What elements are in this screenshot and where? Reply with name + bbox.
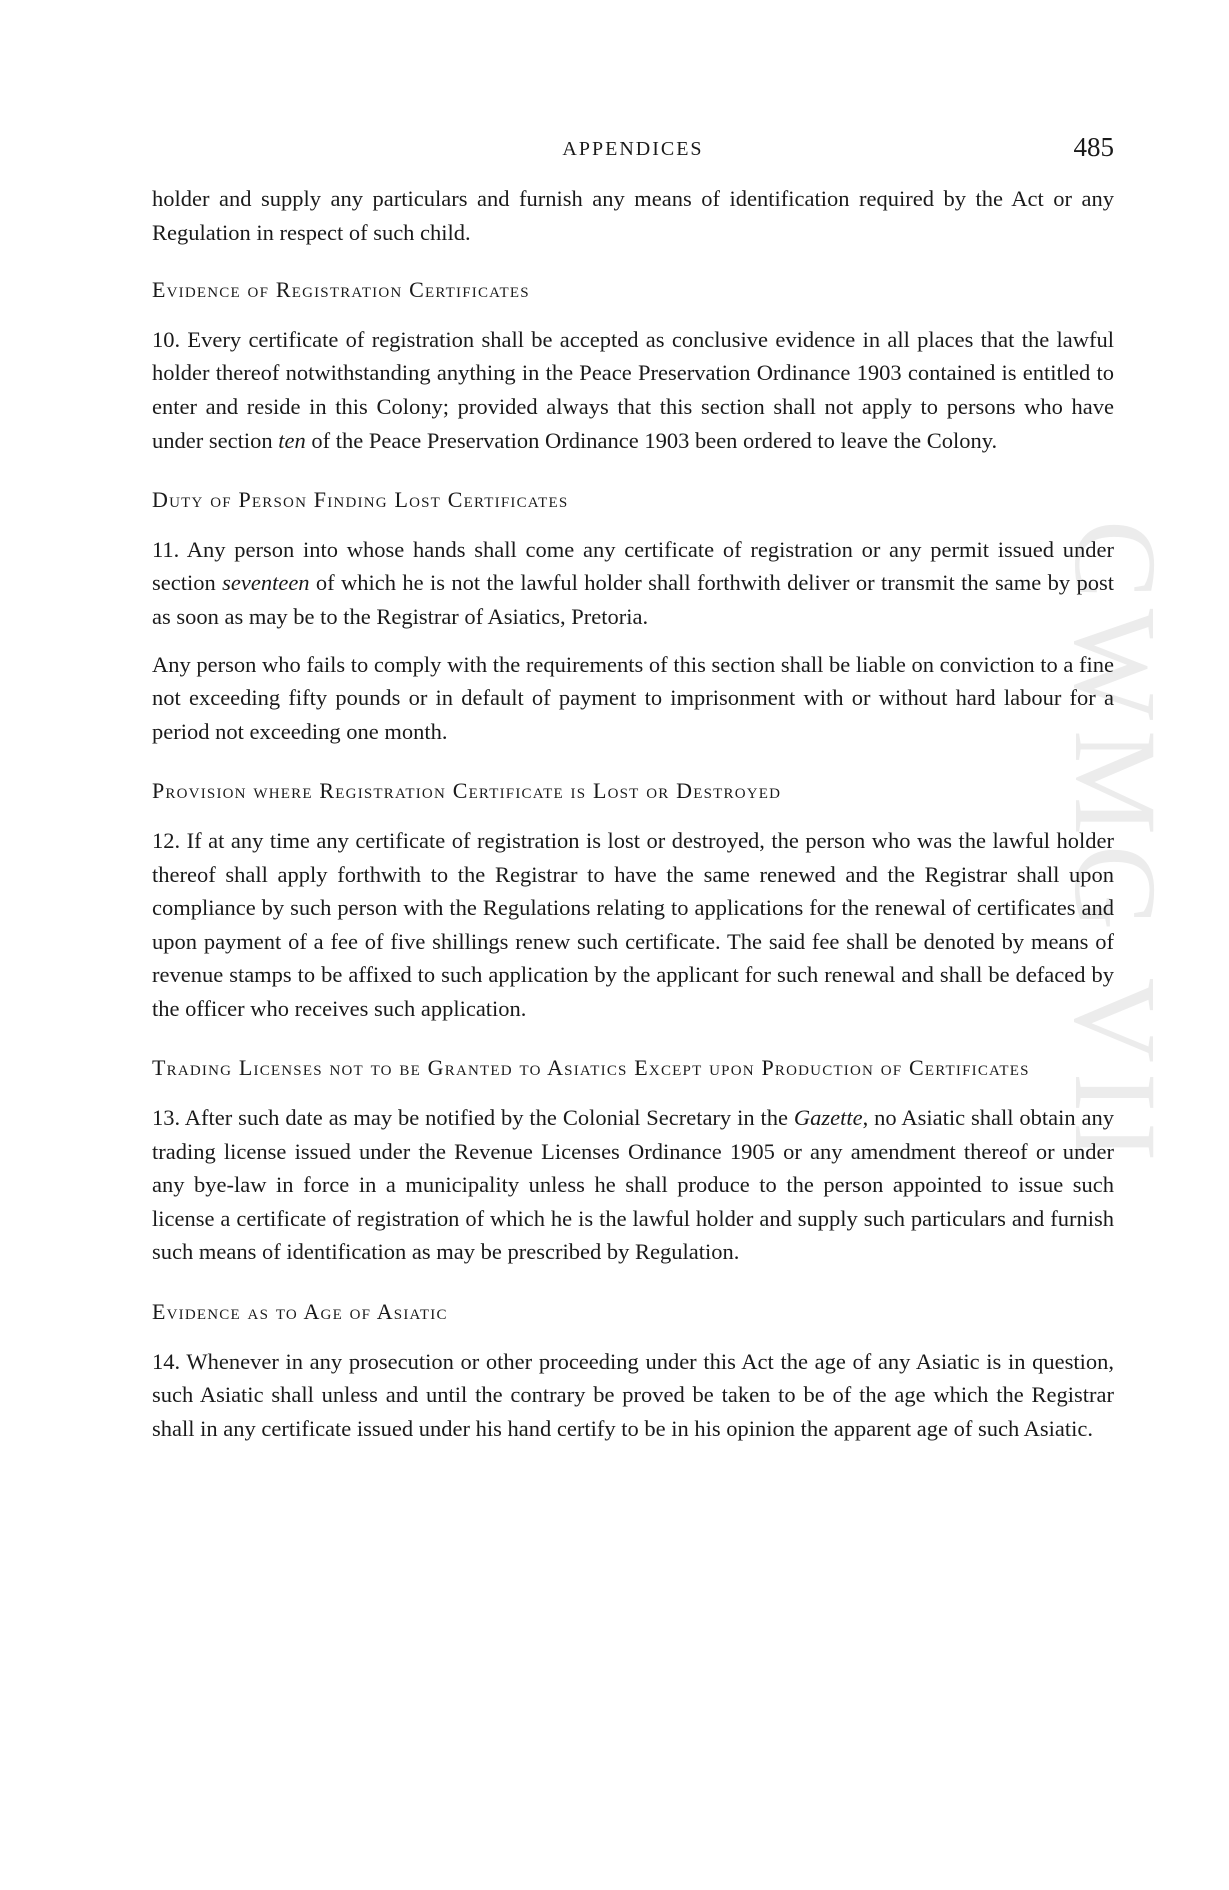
paragraph-11	[152, 533, 1114, 634]
paragraph-10	[152, 323, 1114, 457]
section-heading: Evidence as to Age of Asiatic	[152, 1299, 448, 1325]
section-heading: Provision where Registration Certificate is Lost or Destroyed	[152, 778, 782, 804]
paragraph-text: 11. Any person into whose hands shall come any certificate of registration or any permit issued under section	[152, 536, 1114, 596]
section-heading: Duty of Person Finding Lost Certificates	[152, 487, 569, 513]
paragraph-13	[152, 1101, 1114, 1269]
paragraph-text: , no Asiatic shall obtain any trading license issued under the Revenue Licenses Ordinance 1905 or any amendment thereof or under any bye-law in force in a municipality unless he shall produce to the person appointed to issue such license a certificate of registration of which he is the lawful holder and supply such particulars and furnish such means of identification as may be prescribed by Regulation.	[152, 1105, 1114, 1265]
paragraph-text: 10. Every certificate of registration shall be accepted as conclusive evidence in all places that the lawful holder thereof notwithstanding anything in the Peace Preservation Ordinance 1903 contained is entitled to enter and reside in this Colony; provided always that this section shall not apply to persons who have under section	[152, 326, 1114, 453]
paragraph-14: 14. Whenever in any prosecution or other proceeding under this Act the age of any Asiatic is in question, such Asiatic shall unless and until the contrary be proved be taken to be of the age which the Registrar shall in any certificate issued under his hand certify to be in his opinion the apparent age of such Asiatic.	[152, 1348, 1114, 1441]
page-header	[152, 132, 1114, 172]
body-text	[152, 182, 1114, 1445]
italic-term: ten	[278, 427, 306, 453]
running-head: APPENDICES	[562, 138, 704, 160]
section-heading: Evidence of Registration Certificates	[152, 277, 530, 303]
page-number: 485	[1073, 132, 1114, 162]
paragraph-text: 13. After such date as may be notified by the Colonial Secretary in the	[152, 1105, 794, 1131]
watermark: CWMG VII	[1050, 520, 1181, 1172]
italic-term: Gazette	[793, 1105, 863, 1131]
paragraph-12: 12. If at any time any certificate of registration is lost or destroyed, the person who was the lawful holder thereof shall apply forthwith to the Registrar to have the same renewed and the Registrar shall upon compliance by such person with the Regulations relating to applications for the renewal of certificates and upon payment of a fee of five shillings renew such certificate. The said fee shall be denoted by means of revenue stamps to be affixed to such application by the applicant for such renewal and shall be defaced by the officer who receives such application.	[152, 827, 1114, 1021]
paragraph-text: of the Peace Preservation Ordinance 1903 been ordered to leave the Colony.	[305, 427, 998, 453]
paragraph-text: of which he is not the lawful holder shall forthwith deliver or transmit the same by post as soon as may be to the Registrar of Asiatics, Pretoria.	[152, 570, 1114, 629]
section-heading: Trading Licenses not to be Granted to Asiatics Except upon Production of Certificates	[152, 1055, 1030, 1081]
italic-term: seventeen	[222, 570, 310, 596]
paragraph-11-penalty: Any person who fails to comply with the requirements of this section shall be liable on conviction to a fine not exceeding fifty pounds or in default of payment to imprisonment with or without hard labour for a period not exceeding one month.	[152, 651, 1114, 744]
continuation-paragraph: holder and supply any particulars and furnish any means of identification required by the Act or any Regulation in respect of such child.	[152, 186, 1114, 245]
